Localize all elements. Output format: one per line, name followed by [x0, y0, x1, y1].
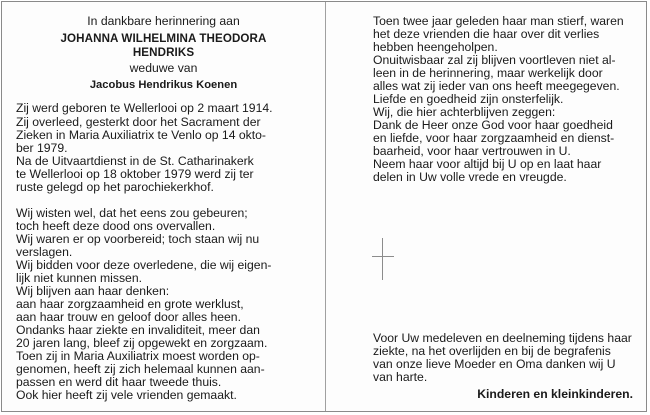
poem-line: Wij wisten wel, dat het eens zou gebeuren; — [16, 206, 248, 220]
cross-icon-horizontal — [372, 256, 394, 257]
poem-line: Ondanks haar ziekte en invaliditeit, meer dan — [16, 323, 260, 337]
text-line: baarheid, voor haar vertrouwen in U. — [373, 144, 571, 158]
text-line: Wij, die hier achterblijven zeggen: — [373, 105, 556, 119]
text-line: Toen twee jaar geleden haar man stierf, waren — [373, 14, 624, 28]
bio-line: Zieken in Maria Auxiliatrix te Venlo op 14 okto- — [16, 128, 266, 142]
thanks-line: Voor Uw medeleven en deelneming tijdens haar — [373, 331, 632, 345]
bio-line: Na de Uitvaartdienst in de St. Catharinakerk — [16, 154, 254, 168]
bio-line: ruste gelegd op het parochiekerkhof. — [16, 180, 214, 194]
deceased-name-line1: JOHANNA WILHELMINA THEODORA — [60, 32, 267, 45]
thanks-line: van onze lieve Moeder en Oma danken wij U — [373, 357, 616, 371]
poem-line: aan haar zorgzaamheid en grote werklust, — [16, 297, 244, 311]
poem-line: Ook hier heeft zij vele vrienden gemaakt. — [16, 388, 237, 402]
memorial-card — [1, 1, 647, 412]
deceased-name-line2: HENDRIKS — [132, 46, 195, 59]
poem-line: passen en werd dit haar tweede thuis. — [16, 375, 222, 389]
fold-divider — [325, 2, 326, 411]
bio-line: ber 1979. — [16, 141, 68, 155]
text-line: Onuitwisbaar zal zij blijven voortleven niet al- — [373, 53, 616, 67]
text-line: Neem haar voor altijd bij U op en laat haar — [373, 157, 602, 171]
text-line: alles wat zij ieder van ons heeft meegegeven. — [373, 79, 620, 93]
bio-line: Zij werd geboren te Wellerlooi op 2 maart 1914. — [16, 101, 273, 115]
thanks-line: van harte. — [373, 370, 428, 384]
poem-line: verslagen. — [16, 245, 73, 259]
poem-line: lijk niet kunnen missen. — [16, 271, 142, 285]
poem-line: aan haar trouw en geloof door alles heen. — [16, 310, 241, 324]
bio-line: te Wellerlooi op 18 oktober 1979 werd zij ter — [16, 167, 254, 181]
poem-line: Wij waren er op voorbereid; toch staan wij nu — [16, 232, 260, 246]
poem-line: Wij bidden voor deze overledene, die wij eigen- — [16, 258, 272, 272]
intro-line: In dankbare herinnering aan — [87, 14, 240, 28]
poem-line: Toen zij in Maria Auxiliatrix moest worden op- — [16, 349, 260, 363]
text-line: het deze vrienden die haar over dit verlies — [373, 27, 600, 41]
poem-line: Wij blijven aan haar denken: — [16, 284, 170, 298]
text-line: Dank de Heer onze God voor haar goedheid — [373, 118, 613, 132]
text-line: Liefde en goedheid zijn onsterfelijk. — [373, 92, 564, 106]
cross-icon-vertical — [382, 238, 383, 280]
widow-of-label: weduwe van — [129, 61, 198, 75]
bio-line: Zij overleed, gesterkt door het Sacrament der — [16, 115, 261, 129]
husband-name: Jacobus Hendrikus Koenen — [89, 79, 238, 91]
signature: Kinderen en kleinkinderen. — [477, 387, 633, 401]
text-line: en liefde, voor haar zorgzaamheid en dienst- — [373, 131, 615, 145]
poem-line: 20 jaren lang, bleef zij opgewekt en zorgzaam. — [16, 336, 268, 350]
text-line: hebben heengeholpen. — [373, 40, 498, 54]
poem-line: toch heeft deze dood ons overvallen. — [16, 219, 216, 233]
poem-line: genomen, heeft zij zich helemaal kunnen aan- — [16, 362, 265, 376]
text-line: delen in Uw volle vrede en vreugde. — [373, 170, 567, 184]
thanks-line: ziekte, na het overlijden en bij de begrafenis — [373, 344, 611, 358]
text-line: leen in de herinnering, maar werkelijk door — [373, 66, 603, 80]
